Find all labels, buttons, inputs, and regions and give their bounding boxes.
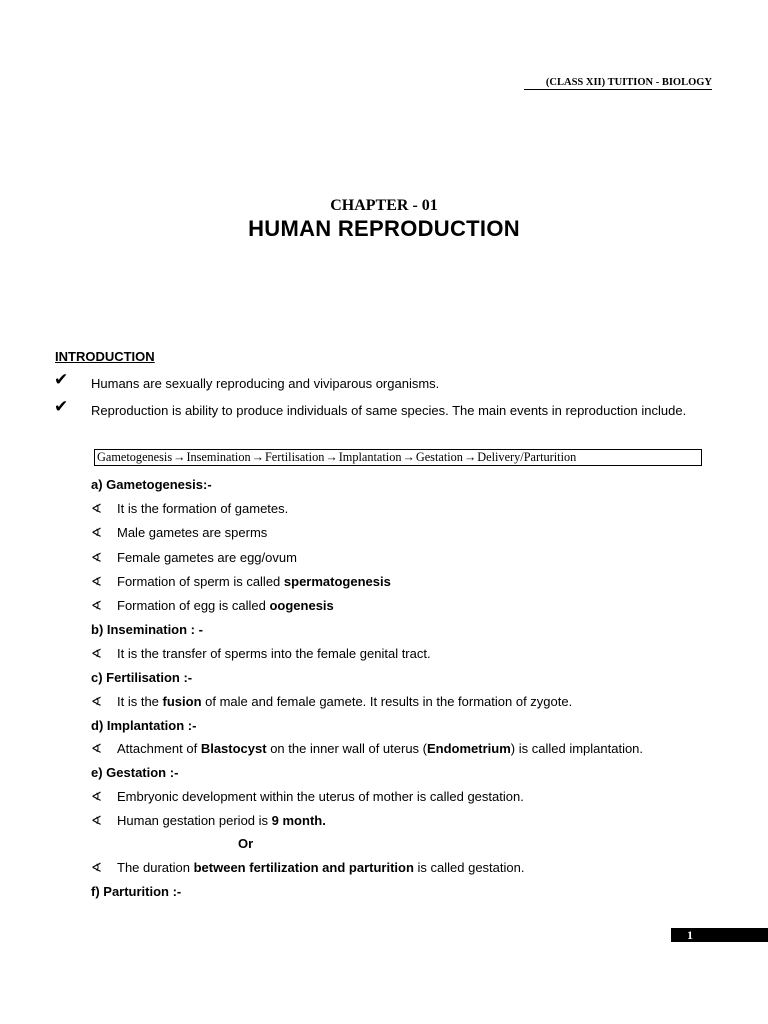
item-bold-term: spermatogenesis [283,574,391,589]
item-text: It is the transfer of sperms into the female genital tract. [117,646,431,661]
item-bold-term: fusion [162,694,202,709]
chapter-number: CHAPTER - 01 [330,197,438,214]
item-text: It is the [117,694,163,709]
angle-bullet-icon: ∢ [91,574,102,589]
angle-bullet-icon: ∢ [91,525,102,540]
angle-bullet-icon: ∢ [91,694,102,709]
item-text: Human gestation period is [117,813,272,828]
list-item [91,860,524,876]
list-item [91,598,334,614]
list-item [91,694,572,710]
item-bold-term: oogenesis [269,598,334,613]
item-bold-term: Blastocyst [200,741,267,756]
item-text: on the inner wall of uterus ( [266,741,427,756]
angle-bullet-icon: ∢ [91,813,102,828]
flow-step: Insemination [186,450,251,464]
header-class-tag: (CLASS XII) TUITION - BIOLOGY [524,77,712,90]
flow-step: Implantation [338,450,402,464]
item-text: ) is called implantation. [510,741,644,756]
item-text: Female gametes are egg/ovum [117,550,297,565]
list-item [91,646,431,662]
list-item [91,789,524,805]
right-arrow-icon: → [173,450,186,464]
list-item [91,574,391,590]
or-divider: Or [238,836,254,851]
chapter-title: HUMAN REPRODUCTION [248,216,520,241]
item-text: Attachment of [117,741,201,756]
item-text: The duration [117,860,194,875]
angle-bullet-icon: ∢ [91,598,102,613]
right-arrow-icon: → [251,450,264,464]
section-heading-gametogenesis: a) Gametogenesis:- [91,477,212,492]
check-mark-icon: ✔ [54,397,69,416]
angle-bullet-icon: ∢ [91,501,102,516]
reproduction-events-flow [94,449,702,466]
angle-bullet-icon: ∢ [91,789,102,804]
flow-step: Gestation [415,450,463,464]
item-bold-term: 9 month. [271,813,326,828]
item-text: is called gestation. [413,860,525,875]
list-item [91,550,297,566]
item-bold-term: between fertilization and parturition [193,860,414,875]
angle-bullet-icon: ∢ [91,860,102,875]
item-text: Embryonic development within the uterus of mother is called gestation. [117,789,524,804]
list-item [91,741,643,757]
section-heading-insemination: b) Insemination : - [91,622,203,637]
angle-bullet-icon: ∢ [91,646,102,661]
check-mark-icon: ✔ [54,370,69,389]
intro-point-2: Reproduction is ability to produce individuals of same species. The main events in reproduction include. [91,403,687,418]
right-arrow-icon: → [463,450,477,464]
right-arrow-icon: → [325,450,338,464]
angle-bullet-icon: ∢ [91,741,102,756]
item-text: of male and female gamete. It results in the formation of zygote. [201,694,573,709]
item-text: Formation of sperm is called [117,574,284,589]
list-item [91,525,267,541]
right-arrow-icon: → [402,450,415,464]
item-text: Male gametes are sperms [117,525,268,540]
section-heading-parturition: f) Parturition :- [91,884,182,899]
intro-point-1: Humans are sexually reproducing and viviparous organisms. [91,376,440,391]
angle-bullet-icon: ∢ [91,550,102,565]
list-item [91,813,326,829]
section-heading-implantation: d) Implantation :- [91,718,197,733]
flow-step: Delivery/Parturition [477,450,577,464]
item-bold-term: Endometrium [427,741,511,756]
section-heading-gestation: e) Gestation :- [91,765,179,780]
item-text: Formation of egg is called [117,598,270,613]
list-item [91,501,288,517]
section-heading-fertilisation: c) Fertilisation :- [91,670,193,685]
item-text: It is the formation of gametes. [117,501,289,516]
page-number: 1 [671,928,768,942]
flow-step: Fertilisation [264,450,325,464]
flow-step: Gametogenesis [97,450,173,464]
introduction-heading: INTRODUCTION [55,349,155,364]
